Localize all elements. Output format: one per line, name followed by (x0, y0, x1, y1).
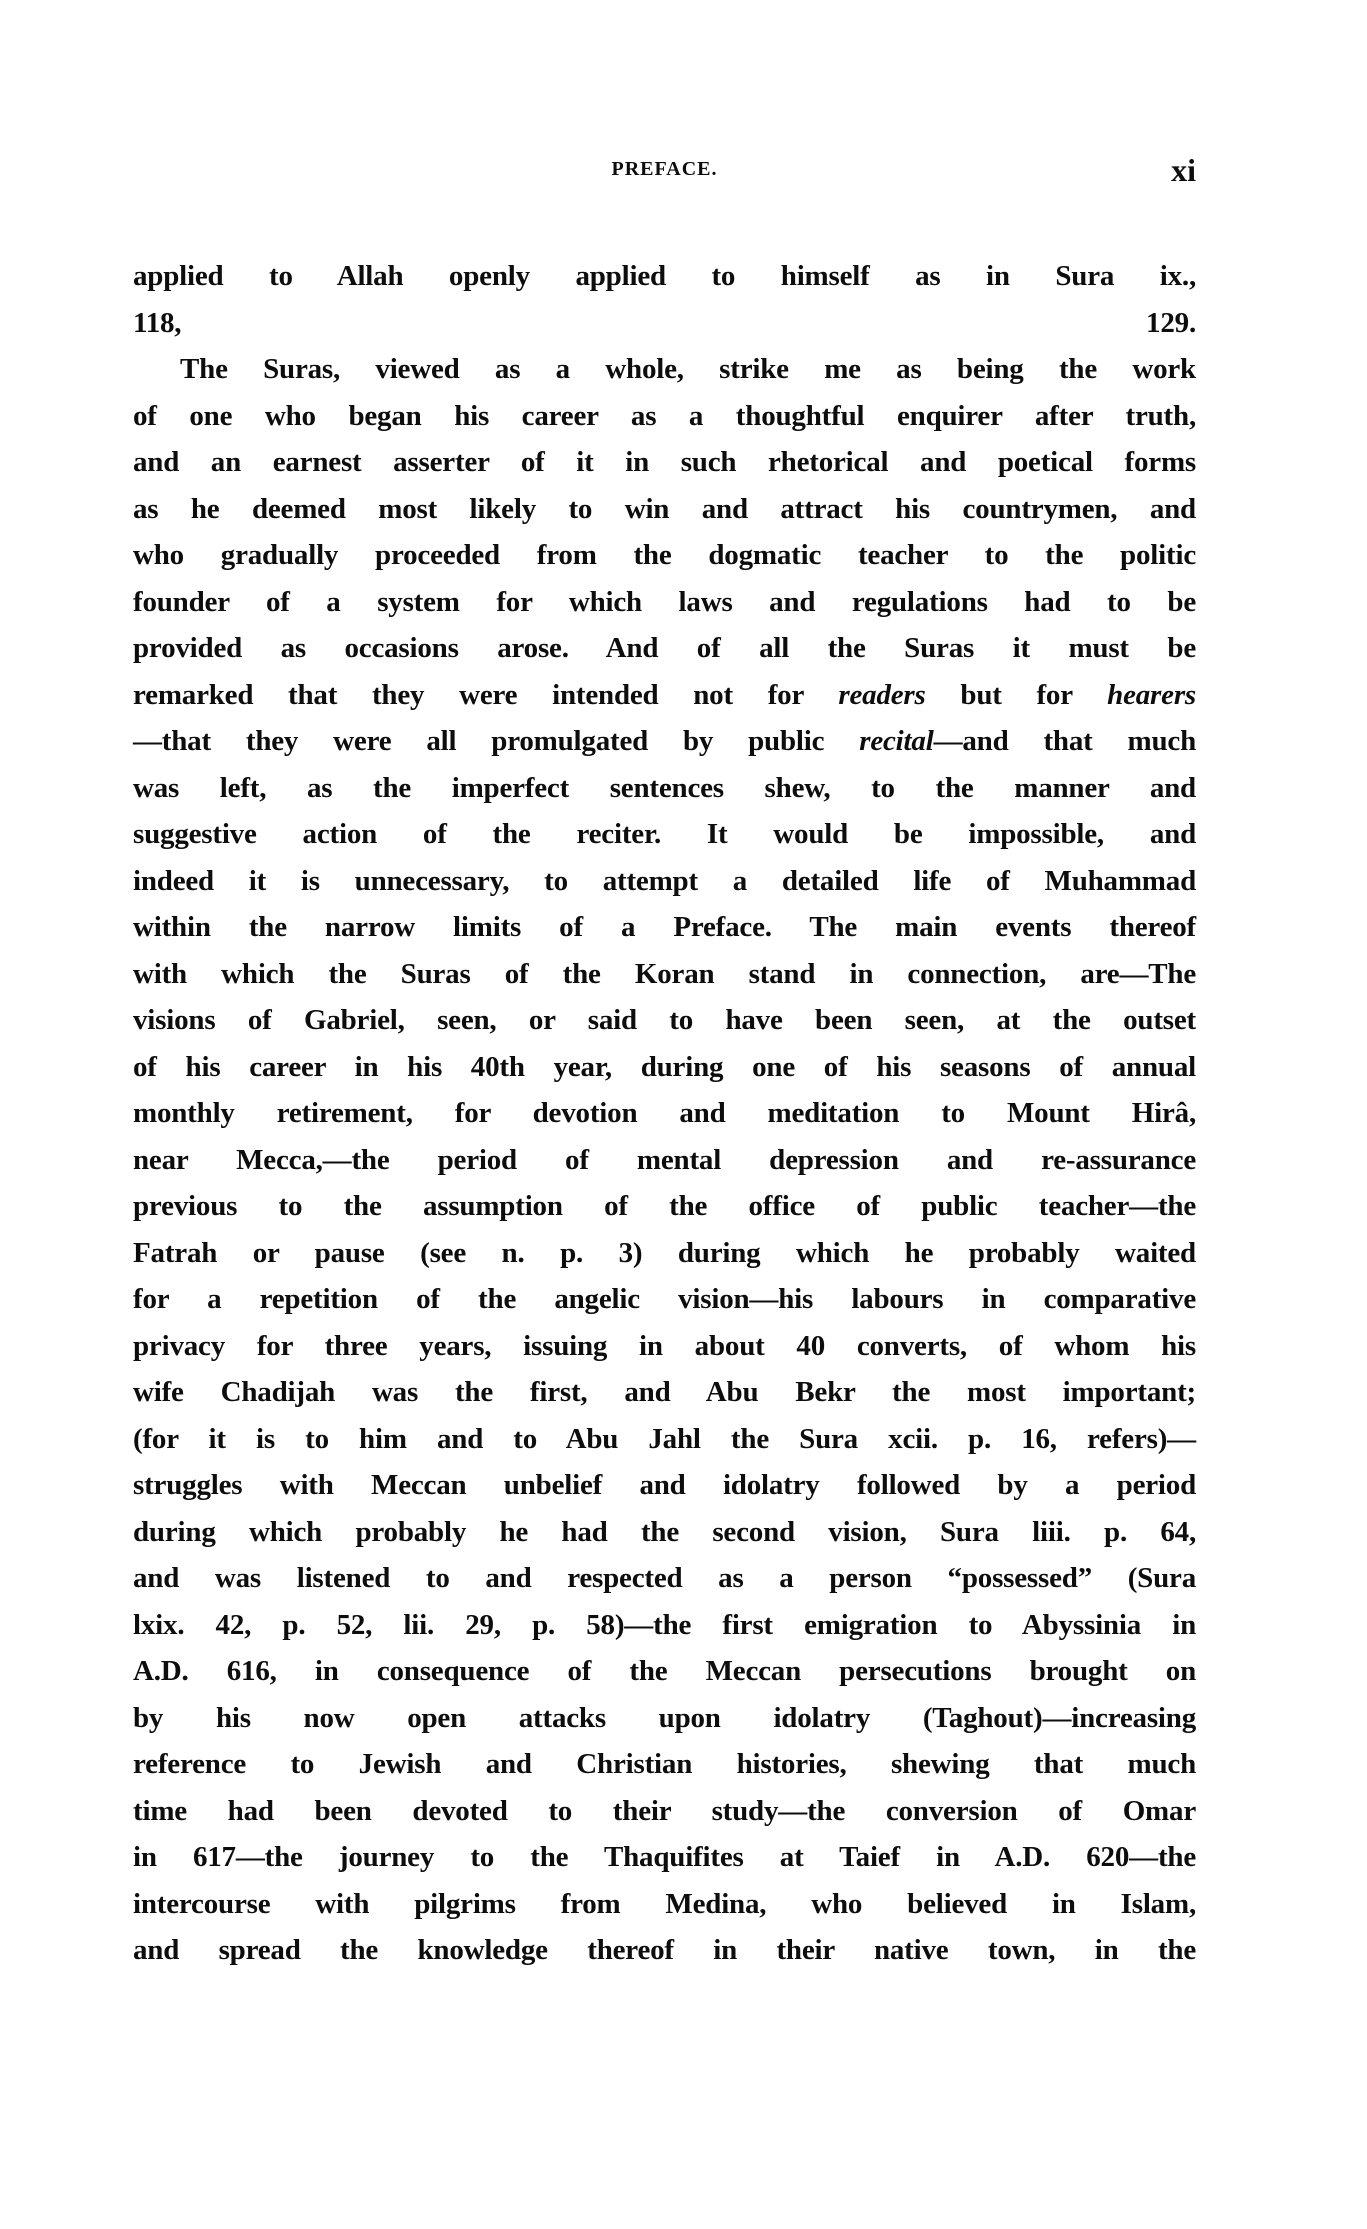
text-run: but for (925, 678, 1108, 711)
text-run: —and that much (933, 725, 1197, 757)
text-line: lxix. 42, p. 52, lii. 29, p. 58)—the first emigration to Abyssinia in (133, 1608, 1196, 1641)
text-line: and was listened to and respected as a person “possessed” (Sura (133, 1562, 1196, 1594)
text-line: (for it is to him and to Abu Jahl the Sura xcii. p. 16, refers)— (133, 1422, 1196, 1455)
text-line (133, 718, 1196, 765)
text-run: remarked that they were intended not for (133, 678, 839, 711)
text-line: founder of a system for which laws and regulations had to be (133, 585, 1196, 618)
text-line: Fatrah or pause (see n. p. 3) during which he probably waited (133, 1236, 1196, 1269)
text-line: previous to the assumption of the office of public teacher—the (133, 1190, 1196, 1222)
text-line: with which the Suras of the Koran stand in connection, are—The (133, 957, 1196, 990)
text-line: of one who began his career as a thoughtful enquirer after truth, (133, 399, 1196, 432)
page-number: xi (1171, 152, 1196, 188)
text-line: The Suras, viewed as a whole, strike me as being the work (180, 353, 1196, 385)
text-line: and an earnest asserter of it in such rhetorical and poetical forms (133, 446, 1196, 478)
text-line: in 617—the journey to the Thaquifites at Taief in A.D. 620—the (133, 1841, 1196, 1873)
text-line: by his now open attacks upon idolatry (Taghout)—increasing (133, 1701, 1196, 1734)
text-line: during which probably he had the second vision, Sura liii. p. 64, (133, 1515, 1196, 1548)
running-title: PREFACE. (611, 158, 718, 180)
text-line: wife Chadijah was the first, and Abu Bekr the most important; (133, 1376, 1196, 1408)
running-header (133, 152, 1196, 196)
text-line: near Mecca,—the period of mental depression and re-assurance (133, 1143, 1196, 1176)
text-line: as he deemed most likely to win and attract his countrymen, and (133, 492, 1196, 525)
italic-word: hearers (1107, 678, 1196, 711)
text-line: monthly retirement, for devotion and meditation to Mount Hirâ, (133, 1097, 1196, 1129)
text-line: A.D. 616, in consequence of the Meccan persecutions brought on (133, 1655, 1196, 1687)
text-line: was left, as the imperfect sentences shew, to the manner and (133, 771, 1196, 804)
text-line: who gradually proceeded from the dogmatic teacher to the politic (133, 539, 1196, 571)
text-line: time had been devoted to their study—the conversion of Omar (133, 1794, 1196, 1827)
body-text (133, 253, 1196, 1974)
text-line: within the narrow limits of a Preface. The main events thereof (133, 911, 1196, 943)
text-line: provided as occasions arose. And of all the Suras it must be (133, 632, 1196, 664)
text-line (133, 672, 1196, 719)
text-line: suggestive action of the reciter. It would be impossible, and (133, 818, 1196, 850)
italic-word: recital (859, 725, 934, 757)
text-line: struggles with Meccan unbelief and idolatry followed by a period (133, 1469, 1196, 1501)
text-line: of his career in his 40th year, during one of his seasons of annual (133, 1050, 1196, 1083)
text-line: and spread the knowledge thereof in their native town, in the (133, 1934, 1196, 1966)
text-line: intercourse with pilgrims from Medina, who believed in Islam, (133, 1887, 1196, 1920)
text-line: applied to Allah openly applied to himself as in Sura ix., (133, 260, 1196, 292)
text-line: reference to Jewish and Christian histories, shewing that much (133, 1748, 1196, 1780)
text-line: for a repetition of the angelic vision—his labours in comparative (133, 1283, 1196, 1315)
text-line: visions of Gabriel, seen, or said to have been seen, at the outset (133, 1004, 1196, 1036)
text-line: indeed it is unnecessary, to attempt a detailed life of Muhammad (133, 864, 1196, 897)
text-line: privacy for three years, issuing in about 40 converts, of whom his (133, 1329, 1196, 1362)
text-line: 118, 129. (133, 306, 1196, 339)
italic-word: readers (838, 678, 926, 711)
text-run: —that they were all promulgated by public (133, 725, 860, 757)
